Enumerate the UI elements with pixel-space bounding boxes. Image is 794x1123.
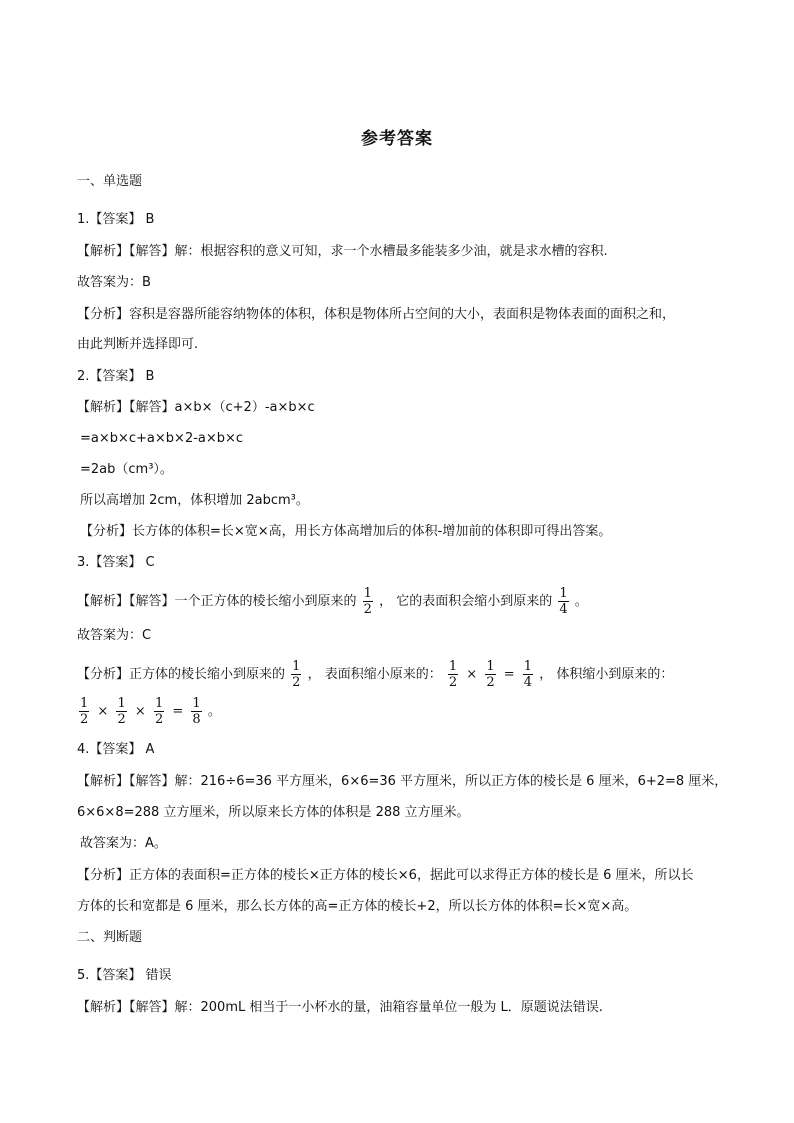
q4-analysis-1: 【解析】【解答】解：216÷6=36 平方厘米，6×6=36 平方厘米，所以正方体的棱长是 6 厘米，6+2=8 厘米， (77, 774, 728, 789)
q2-step-3: 所以高增加 2cm，体积增加 2abcm³。 (80, 493, 309, 508)
q4-reasoning-2: 方体的长和宽都是 6 厘米，那么长方体的高=正方体的棱长+2，所以长方体的体积=长×宽×高。 (77, 899, 638, 914)
q3-end: 。 (207, 704, 221, 719)
fraction-eighth: $\frac{1}{8}$ (192, 696, 201, 727)
section-heading: 二、判断题 (77, 930, 143, 945)
q2-step-1: =a×b×c+a×b×2-a×b×c (80, 431, 244, 446)
q5-answer: 5.【答案】 错误 (77, 968, 172, 983)
q3-reasoning-text-c: ， 体积缩小到原来的： (539, 667, 674, 682)
q3-reasoning-text-a: 【分析】正方体的棱长缩小到原来的 (77, 667, 286, 682)
q3-analysis-text-a: 【解析】【解答】一个正方体的棱长缩小到原来的 (77, 594, 357, 609)
equals-sign: = (172, 704, 184, 719)
q4-conclusion: 故答案为：A。 (80, 836, 167, 851)
page-title: 参考答案 (361, 129, 433, 149)
q1-analysis: 【解析】【解答】解：根据容积的意义可知，求一个水槽最多能装多少油，就是求水槽的容积. (77, 244, 608, 259)
section-heading: 一、单选题 (77, 174, 143, 189)
q5-analysis: 【解析】【解答】解：200mL 相当于一小杯水的量，油箱容量单位一般为 L．原题说法错误. (77, 1000, 603, 1015)
q2-reasoning: 【分析】长方体的体积=长×宽×高，用长方体高增加后的体积-增加前的体积即可得出答案。 (80, 524, 612, 539)
q2-step-2: =2ab（cm³）。 (80, 462, 173, 477)
fraction-half: $\frac{1}{2}$ (486, 659, 495, 690)
q4-analysis-2: 6×6×8=288 立方厘米，所以原来长方体的体积是 288 立方厘米。 (77, 805, 470, 820)
q4-answer: 4.【答案】 A (77, 742, 155, 757)
fraction-quarter: $\frac{1}{4}$ (559, 586, 568, 617)
times-sign: × (466, 667, 478, 682)
times-sign: × (97, 704, 109, 719)
q3-analysis-text-c: 。 (574, 594, 588, 609)
q3-volume-formula (77, 697, 221, 726)
fraction-half: $\frac{1}{2}$ (363, 586, 372, 617)
q2-analysis: 【解析】【解答】a×b×（c+2）-a×b×c (77, 400, 315, 415)
q2-answer: 2.【答案】 B (77, 369, 155, 384)
fraction-half: $\frac{1}{2}$ (292, 659, 301, 690)
fraction-half: $\frac{1}{2}$ (80, 696, 89, 727)
q3-reasoning (77, 660, 673, 689)
q3-conclusion: 故答案为：C (77, 628, 152, 643)
q3-reasoning-text-b: ， 表面积缩小原来的： (307, 667, 442, 682)
q1-conclusion: 故答案为：B (77, 275, 151, 290)
q4-reasoning-1: 【分析】正方体的表面积=正方体的棱长×正方体的棱长×6，据此可以求得正方体的棱长是 6 厘米，所以长 (77, 868, 694, 883)
fraction-half: $\frac{1}{2}$ (117, 696, 126, 727)
q3-analysis (77, 587, 588, 616)
q3-analysis-text-b: ， 它的表面积会缩小到原来的 (379, 594, 553, 609)
fraction-half: $\frac{1}{2}$ (448, 659, 458, 690)
fraction-quarter: $\frac{1}{4}$ (523, 659, 533, 690)
q3-answer: 3.【答案】 C (77, 555, 155, 570)
q1-answer: 1.【答案】 B (77, 212, 155, 227)
times-sign: × (134, 704, 146, 719)
fraction-half: $\frac{1}{2}$ (154, 696, 164, 727)
q1-reasoning-1: 【分析】容积是容器所能容纳物体的体积，体积是物体所占空间的大小，表面积是物体表面的面积之和， (77, 307, 676, 322)
q1-reasoning-2: 由此判断并选择即可. (77, 337, 199, 352)
equals-sign: = (503, 667, 515, 682)
